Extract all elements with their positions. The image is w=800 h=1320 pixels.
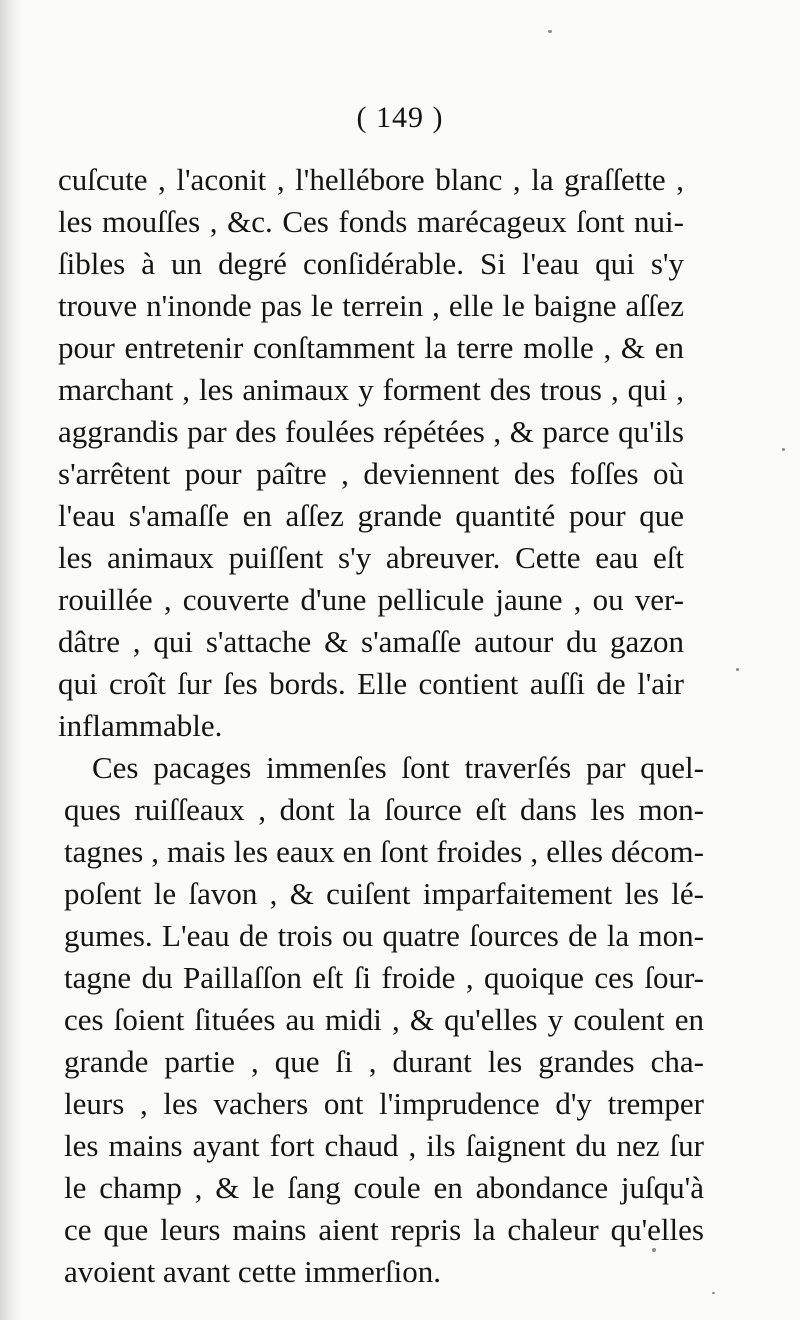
text-line: tagne du Paillaſſon eſt ſi froide , quoique ces ſour- [64,960,704,995]
paper-speck [782,448,785,451]
text-line: cuſcute , l'aconit , l'hellébore blanc , la graſſette , [58,162,684,197]
text-line: ce que leurs mains aient repris la chaleur qu'elles [64,1212,704,1247]
text-line: ſibles à un degré conſidérable. Si l'eau qui s'y [58,246,684,281]
text-line: rouillée , couverte d'une pellicule jaune , ou ver- [58,582,684,617]
text-line: les animaux puiſſent s'y abreuver. Cette eau eſt [58,540,684,575]
text-line: s'arrêtent pour paître , deviennent des foſſes où [58,456,684,491]
text-line: ces ſoient ſituées au midi , & qu'elles y coulent en [64,1002,704,1037]
text-line: l'eau s'amaſſe en aſſez grande quantité pour que [58,498,684,533]
paper-speck [652,1248,656,1252]
text-line: aggrandis par des foulées répétées , & parce qu'ils [58,414,684,449]
paper-speck [736,668,739,671]
paper-speck [712,1292,715,1294]
text-line: ques ruiſſeaux , dont la ſource eſt dans les mon- [64,792,704,827]
text-line: pour entretenir conſtamment la terre molle , & en [58,330,684,365]
text-line: les mouſſes , &c. Ces fonds marécageux ſont nui- [58,204,684,239]
text-line: les mains ayant fort chaud , ils ſaignent du nez ſur [64,1128,704,1163]
page-number: ( 149 ) [356,101,444,134]
text-line: inflammable. [58,708,223,743]
text-line: poſent le ſavon , & cuiſent imparfaitement les lé- [64,876,704,911]
text-line: gumes. L'eau de trois ou quatre ſources de la mon- [64,918,704,953]
paper-speck [548,30,552,33]
text-line: tagnes , mais les eaux en ſont froides , elles décom- [64,834,704,869]
page-spine-shadow [0,0,22,1320]
text-line: trouve n'inonde pas le terrein , elle le baigne aſſez [58,288,684,323]
text-line: marchant , les animaux y forment des trous , qui , [58,372,684,407]
text-line: qui croît ſur ſes bords. Elle contient auſſi de l'air [58,666,684,701]
text-line: leurs , les vachers ont l'imprudence d'y tremper [64,1086,704,1121]
text-line: dâtre , qui s'attache & s'amaſſe autour du gazon [58,624,684,659]
text-line: Ces pacages immenſes ſont traverſés par quel- [92,750,704,785]
text-line: avoient avant cette immerſion. [64,1254,442,1289]
text-line: le champ , & le ſang coule en abondance juſqu'à [64,1170,704,1205]
text-line: grande partie , que ſi , durant les grandes cha- [64,1044,704,1079]
